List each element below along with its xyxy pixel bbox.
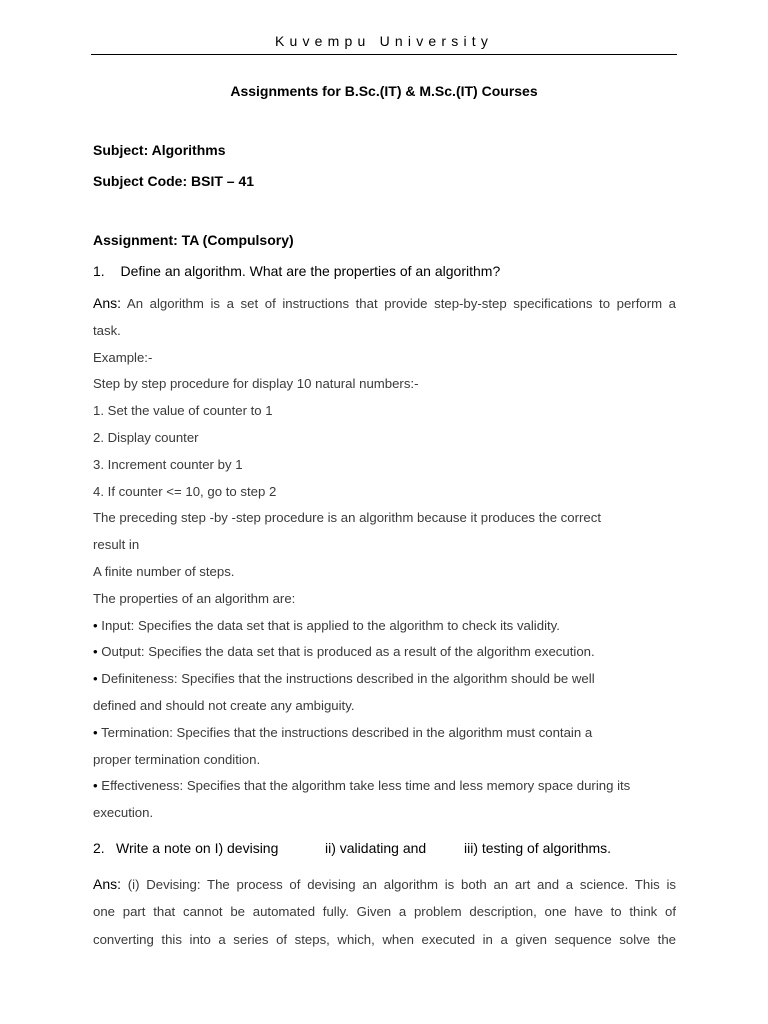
answer-1-line: The properties of an algorithm are: <box>93 590 296 606</box>
bullet-icon: • <box>93 671 98 687</box>
header-rule <box>91 54 677 55</box>
answer-1 <box>93 290 676 827</box>
answer-2-line: one part that cannot be automated fully. Given a problem description, one have to think of <box>93 904 676 920</box>
answer-1-line: Step by step procedure for display 10 natural numbers:- <box>93 376 419 392</box>
question-1-number: 1. <box>93 263 105 279</box>
answer-1-line: A finite number of steps. <box>93 563 235 579</box>
answer-2-line: converting this into a series of steps, which, when executed in a given sequence solve the <box>93 931 676 947</box>
bullet-item-effectiveness: • Effectiveness: Specifies that the algorithm take less time and less memory space during its <box>93 778 631 794</box>
answer-2-line: Ans: (i) Devising: The process of devising an algorithm is both an art and a science. This is <box>93 876 676 892</box>
answer-1-line: The preceding step -by -step procedure is an algorithm because it produces the correct <box>93 510 601 526</box>
answer-1-line: Example:- <box>93 349 153 365</box>
answer-1-line: result in <box>93 537 140 553</box>
answer-1-line: 3. Increment counter by 1 <box>93 456 243 472</box>
bullet-icon: • <box>93 724 98 740</box>
document-title: Assignments for B.Sc.(IT) & M.Sc.(IT) Courses <box>230 83 538 99</box>
answer-1-line: 4. If counter <= 10, go to step 2 <box>93 483 277 499</box>
answer-1-label: Ans: <box>93 295 122 311</box>
running-header: Kuvempu University <box>274 33 494 49</box>
question-1-text: Define an algorithm. What are the properties of an algorithm? <box>120 263 501 279</box>
answer-1-line: execution. <box>93 805 154 821</box>
question-2-part-3: iii) testing of algorithms. <box>464 840 612 856</box>
question-2-part-1: Write a note on I) devising <box>116 840 279 856</box>
answer-2 <box>93 871 676 953</box>
question-1 <box>93 263 500 279</box>
subject-line: Subject: Algorithms <box>93 142 226 158</box>
answer-1-line: Ans: An algorithm is a set of instructions that provide step-by-step specifications to perform a <box>93 295 677 311</box>
bullet-item-output: • Output: Specifies the data set that is produced as a result of the algorithm execution. <box>93 644 595 660</box>
bullet-icon: • <box>93 644 98 660</box>
answer-1-line: defined and should not create any ambiguity. <box>93 697 355 713</box>
bullet-item-termination: • Termination: Specifies that the instructions described in the algorithm must contain a <box>93 724 593 740</box>
bullet-icon: • <box>93 778 98 794</box>
question-2-part-2: ii) validating and <box>325 840 427 856</box>
bullet-icon: • <box>93 617 98 633</box>
answer-1-line: proper termination condition. <box>93 751 261 767</box>
subject-code-line: Subject Code: BSIT – 41 <box>93 173 255 189</box>
answer-1-line: 1. Set the value of counter to 1 <box>93 403 273 419</box>
bullet-item-definiteness: • Definiteness: Specifies that the instructions described in the algorithm should be well <box>93 671 595 687</box>
answer-1-line: task. <box>93 322 121 338</box>
question-2-number: 2. <box>93 840 105 856</box>
answer-2-label: Ans: <box>93 876 122 892</box>
bullet-item-input: • Input: Specifies the data set that is applied to the algorithm to check its validity. <box>93 617 560 633</box>
answer-1-line: 2. Display counter <box>93 429 199 445</box>
assignment-line: Assignment: TA (Compulsory) <box>93 232 294 248</box>
